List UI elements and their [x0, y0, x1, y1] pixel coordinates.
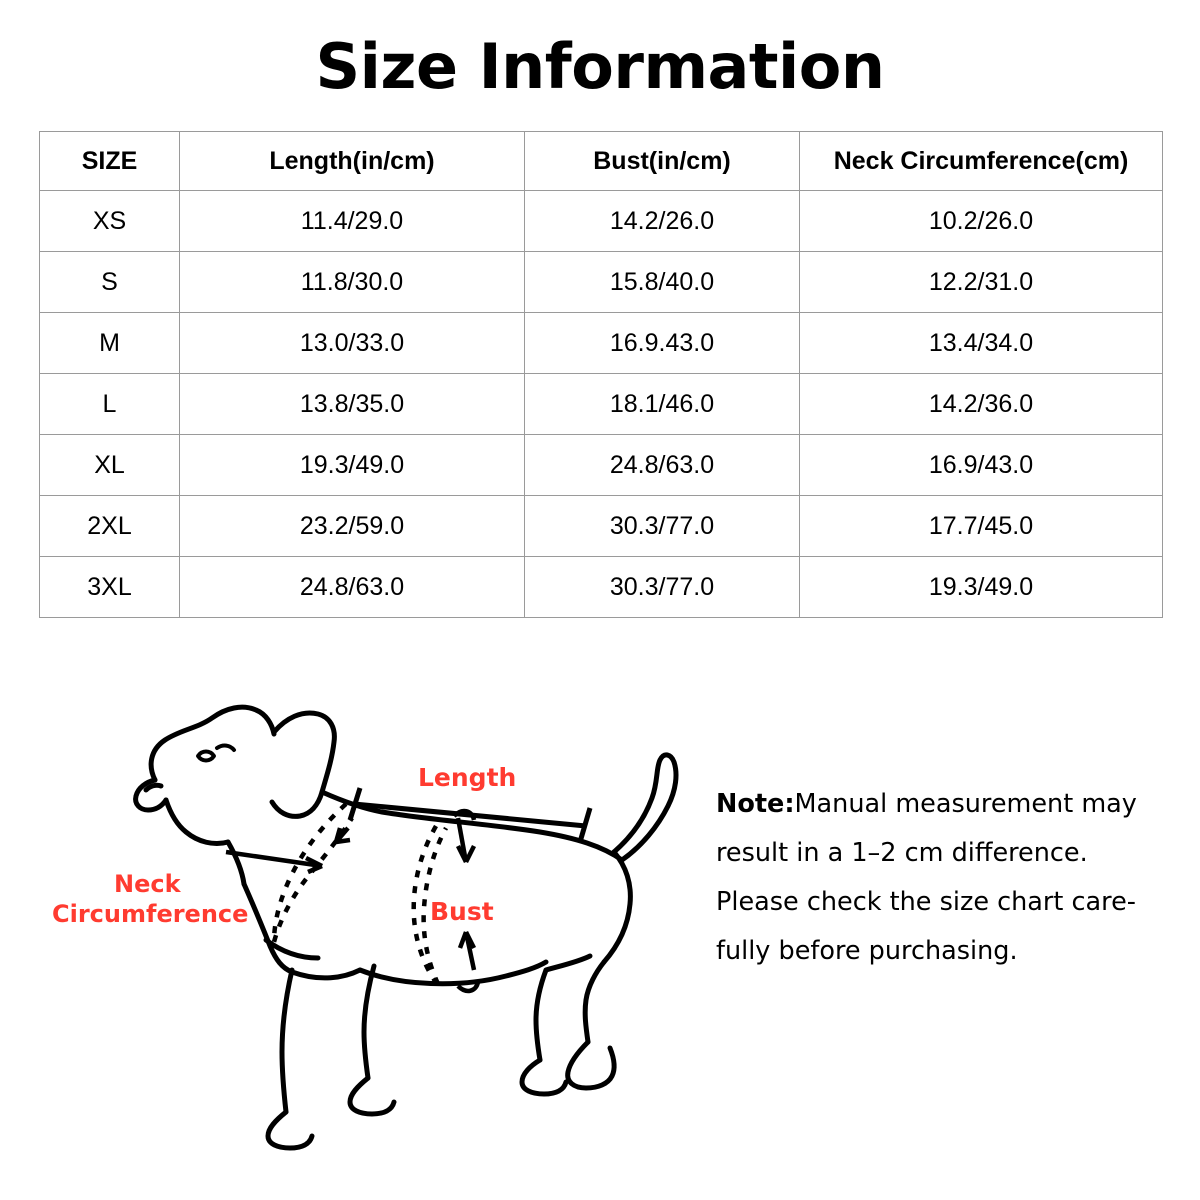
cell-bust: 14.2/26.0	[525, 191, 800, 252]
cell-size: 2XL	[40, 496, 180, 557]
page-title: Size Information	[315, 30, 885, 103]
cell-bust: 30.3/77.0	[525, 496, 800, 557]
table-row	[40, 374, 1163, 435]
note-lead: Note:	[716, 789, 795, 819]
cell-size: S	[40, 252, 180, 313]
cell-bust: 18.1/46.0	[525, 374, 800, 435]
dog-measurement-illustration	[30, 670, 700, 1170]
table-row	[40, 435, 1163, 496]
table-row	[40, 496, 1163, 557]
cell-neck: 17.7/45.0	[800, 496, 1163, 557]
label-neck-line1: Neck	[114, 870, 181, 898]
measurement-labels	[52, 763, 516, 928]
cell-neck: 16.9/43.0	[800, 435, 1163, 496]
note-line-2: result in a 1–2 cm difference.	[716, 837, 1088, 868]
note-line-1-rest: Manual measurement may	[794, 789, 1137, 819]
note-line-3: Please check the size chart care-	[716, 886, 1136, 917]
cell-neck: 13.4/34.0	[800, 313, 1163, 374]
label-neck-line2: Circumference	[52, 900, 249, 928]
column-header-length: Length(in/cm)	[180, 132, 525, 191]
cell-size: XL	[40, 435, 180, 496]
cell-length: 13.0/33.0	[180, 313, 525, 374]
note-line-4: fully before purchasing.	[716, 935, 1018, 966]
cell-neck: 19.3/49.0	[800, 557, 1163, 618]
size-chart-table-wrapper	[39, 131, 1162, 618]
cell-size: M	[40, 313, 180, 374]
cell-bust: 15.8/40.0	[525, 252, 800, 313]
cell-neck: 10.2/26.0	[800, 191, 1163, 252]
cell-length: 23.2/59.0	[180, 496, 525, 557]
cell-size: 3XL	[40, 557, 180, 618]
table-row	[40, 191, 1163, 252]
cell-length: 13.8/35.0	[180, 374, 525, 435]
table-row	[40, 252, 1163, 313]
table-row	[40, 557, 1163, 618]
cell-length: 11.8/30.0	[180, 252, 525, 313]
cell-length: 24.8/63.0	[180, 557, 525, 618]
note-block	[716, 780, 1166, 976]
column-header-bust: Bust(in/cm)	[525, 132, 800, 191]
cell-neck: 12.2/31.0	[800, 252, 1163, 313]
cell-length: 19.3/49.0	[180, 435, 525, 496]
cell-size: XS	[40, 191, 180, 252]
cell-neck: 14.2/36.0	[800, 374, 1163, 435]
cell-bust: 30.3/77.0	[525, 557, 800, 618]
note-line-1	[716, 780, 1166, 829]
label-length: Length	[418, 763, 517, 792]
cell-size: L	[40, 374, 180, 435]
label-bust: Bust	[430, 897, 494, 926]
size-chart-table	[39, 131, 1163, 618]
table-row	[40, 313, 1163, 374]
cell-length: 11.4/29.0	[180, 191, 525, 252]
cell-bust: 16.9.43.0	[525, 313, 800, 374]
column-header-neck: Neck Circumference(cm)	[800, 132, 1163, 191]
table-header-row	[40, 132, 1163, 191]
column-header-size: SIZE	[40, 132, 180, 191]
cell-bust: 24.8/63.0	[525, 435, 800, 496]
